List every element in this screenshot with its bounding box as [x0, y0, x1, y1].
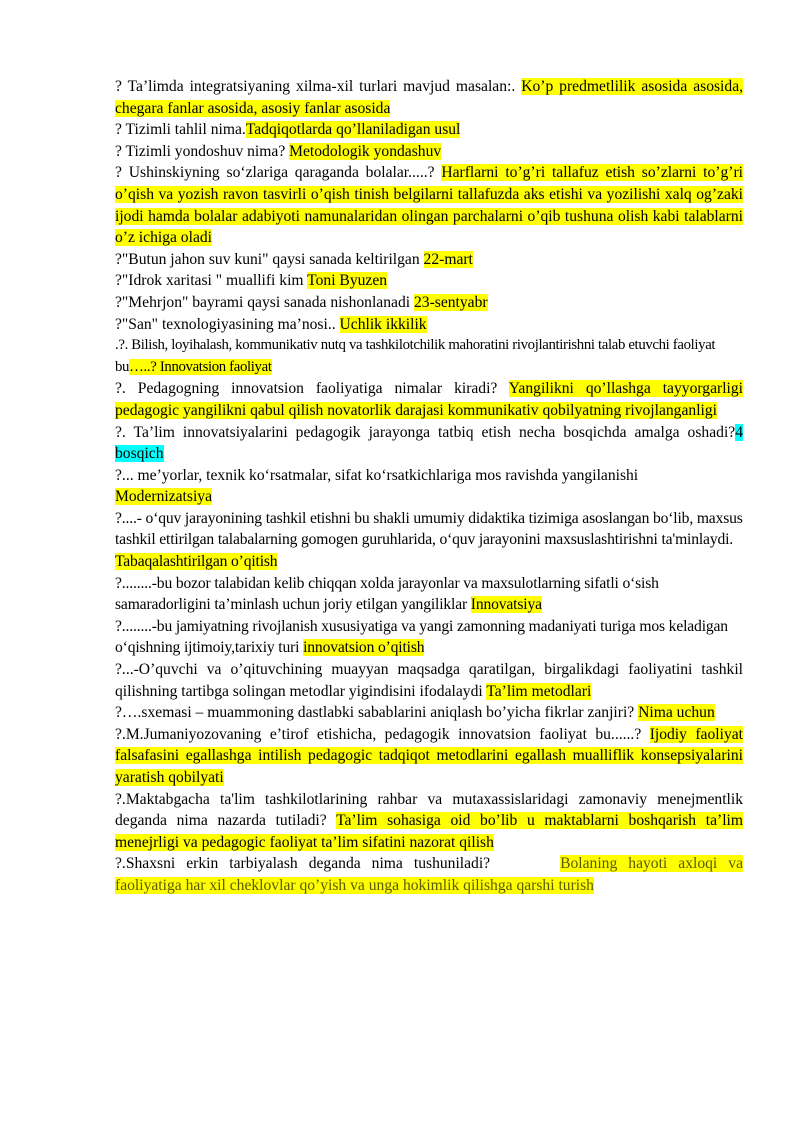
answer-highlight: Tadqiqotlarda qo’llaniladigan usul — [245, 121, 461, 139]
question-text: ?….sxemasi – muammoning dastlabki sabablarini aniqlash bo’yicha fikrlar zanjiri? — [115, 704, 639, 722]
qa-item — [115, 659, 743, 702]
qa-item — [115, 702, 743, 724]
qa-item — [115, 335, 743, 378]
question-text: ? Ta’limda integratsiyaning xilma-xil turlari mavjud masalan:. — [115, 78, 522, 95]
question-text: ?"Butun jahon suv kuni" qaysi sanada keltirilgan — [115, 250, 424, 268]
qa-item — [115, 249, 743, 271]
answer-highlight: Ta’lim metodlari — [486, 682, 592, 700]
qa-item — [115, 616, 743, 659]
qa-item — [115, 292, 743, 314]
answer-highlight: 4 bosqich — [115, 423, 743, 463]
document-page — [115, 76, 743, 897]
qa-item — [115, 422, 743, 465]
qa-item — [115, 314, 743, 336]
qa-item — [115, 573, 743, 616]
question-text: ? Tizimli yondoshuv nima? — [115, 142, 290, 160]
question-text: ?. Pedagogning innovatsion faoliyatiga nimalar kiradi? — [115, 380, 509, 398]
answer-highlight: Yangilikni qo’llashga tayyorgarligi pedagogic yangilikni qabul qilish novatorlik darajasi kommunikativ qobilyatning rivojlanganligi — [115, 380, 743, 419]
question-text: ?"San" texnologiyasining ma’nosi.. — [115, 315, 340, 333]
question-text: ? Tizimli tahlil nima. — [115, 121, 246, 139]
answer-highlight: Harflarni to’g’ri tallafuz etish so’zlarni to’g’ri o’qish va yozish ravon tasvirli o’qish tinish belgilarni tallafuzda aks etishi va yozilishi xalq og’zaki ijodi hamda bolalar adabiyoti namunalaridan olingan parchalarni o’qib tushuna olish kabi talablarni o’z ichiga oladi — [115, 164, 743, 247]
qa-item — [115, 465, 675, 508]
qa-item — [115, 853, 743, 896]
qa-item — [115, 378, 743, 421]
answer-highlight: Tabaqalashtirilgan o’qitish — [115, 553, 278, 571]
answer-highlight: Nima uchun — [638, 704, 715, 722]
qa-item — [115, 789, 743, 854]
question-text: ?.Shaxsni erkin tarbiyalash deganda nima tushuniladi? — [115, 855, 491, 873]
question-text: ?........-bu bozor talabidan kelib chiqqan xolda jarayonlar va maxsulotlarning sifatli o‘sish samaradorligini ta’minlash uchun joriy etilgan yangiliklar — [115, 574, 659, 614]
question-text: .?. Bilish, loyihalash, kommunikativ nutq va tashkilotchilik mahoratini rivojlantirishni talab etuvchi faoliyat bu — [115, 337, 716, 375]
answer-highlight: Ko’p predmetlilik asosida asosida, chegara fanlar asosida, asosiy fanlar asosida — [115, 78, 744, 117]
qa-item — [115, 141, 743, 163]
answer-highlight: Modernizatsiya — [115, 488, 212, 506]
qa-item — [115, 270, 743, 292]
question-text: ?. Ta’lim innovatsiyalarini pedagogik jarayonga tatbiq etish necha bosqichda amalga oshadi? — [115, 423, 736, 441]
qa-item — [115, 724, 743, 789]
answer-highlight: …..? Innovatsion faoliyat — [129, 358, 272, 375]
question-text: ?"Mehrjon" bayrami qaysi sanada nishonlanadi — [115, 293, 414, 311]
answer-highlight: Ijodiy faoliyat falsafasini egallashga intilish pedagogic tadqiqot metodlarini egallash mualliflik konsepsiyalarini yaratish qobilyati — [115, 725, 743, 786]
question-text: ?"Idrok xaritasi " muallifi kim — [115, 272, 308, 290]
qa-item — [115, 162, 743, 248]
answer-highlight: Bolaning hayoti axloqi va faoliyatiga har xil cheklovlar qo’yish va unga hokimlik qilishga qarshi turish — [115, 855, 743, 894]
answer-highlight: 22-mart — [423, 250, 473, 268]
qa-item — [115, 508, 743, 573]
answer-highlight: Innovatsiya — [470, 596, 542, 614]
answer-highlight: Ta’lim sohasiga oid bo’lib u maktablarni boshqarish ta’lim menejrligi va pedagogic faoliyat ta’lim sifatini nazorat qilish — [115, 812, 744, 851]
qa-item — [115, 119, 743, 141]
question-text: ?...-O’quvchi va o’qituvchining muayyan maqsadga qaratilgan, birgalikdagi faoliyatini tashkil qilishning tartibga solingan metodlar yigindisini ifodalaydi — [115, 661, 743, 700]
answer-highlight: Toni Byuzen — [307, 272, 388, 290]
answer-highlight: 23-sentyabr — [413, 293, 488, 311]
question-text: ?....- o‘quv jarayonining tashkil etishni bu shakli umumiy didaktika tizimiga asoslangan bo‘lib, maxsus tashkil ettirilgan talabalarning gomogen guruhlarida, o‘quv jarayonini maxsuslashtirishni ta'minlaydi. — [115, 509, 743, 549]
answer-highlight: innovatsion o’qitish — [303, 639, 425, 657]
question-text: ?.M.Jumaniyozovaning e’tirof etishicha, pedagogik innovatsion faoliyat bu......? — [115, 725, 650, 743]
answer-highlight: Metodologik yondashuv — [289, 142, 442, 160]
question-text: ?........-bu jamiyatning rivojlanish xususiyatiga va yangi zamonning madaniyati turiga mos keladigan o‘qishning ijtimoiy,tarixiy turi — [115, 617, 728, 657]
qa-item — [115, 76, 743, 119]
question-text: ?.Maktabgacha ta'lim tashkilotlarining rahbar va mutaxassislaridagi zamonaviy menejmentlik deganda nima nazarda tutiladi? — [115, 790, 743, 830]
question-text: ?... me’yorlar, texnik ko‘rsatmalar, sifat ko‘rsatkichlariga mos ravishda yangilanishi — [115, 466, 639, 484]
answer-highlight: Uchlik ikkilik — [339, 315, 427, 333]
question-text: ? Ushinskiyning so‘zlariga qaraganda bolalar.....? — [115, 164, 442, 182]
